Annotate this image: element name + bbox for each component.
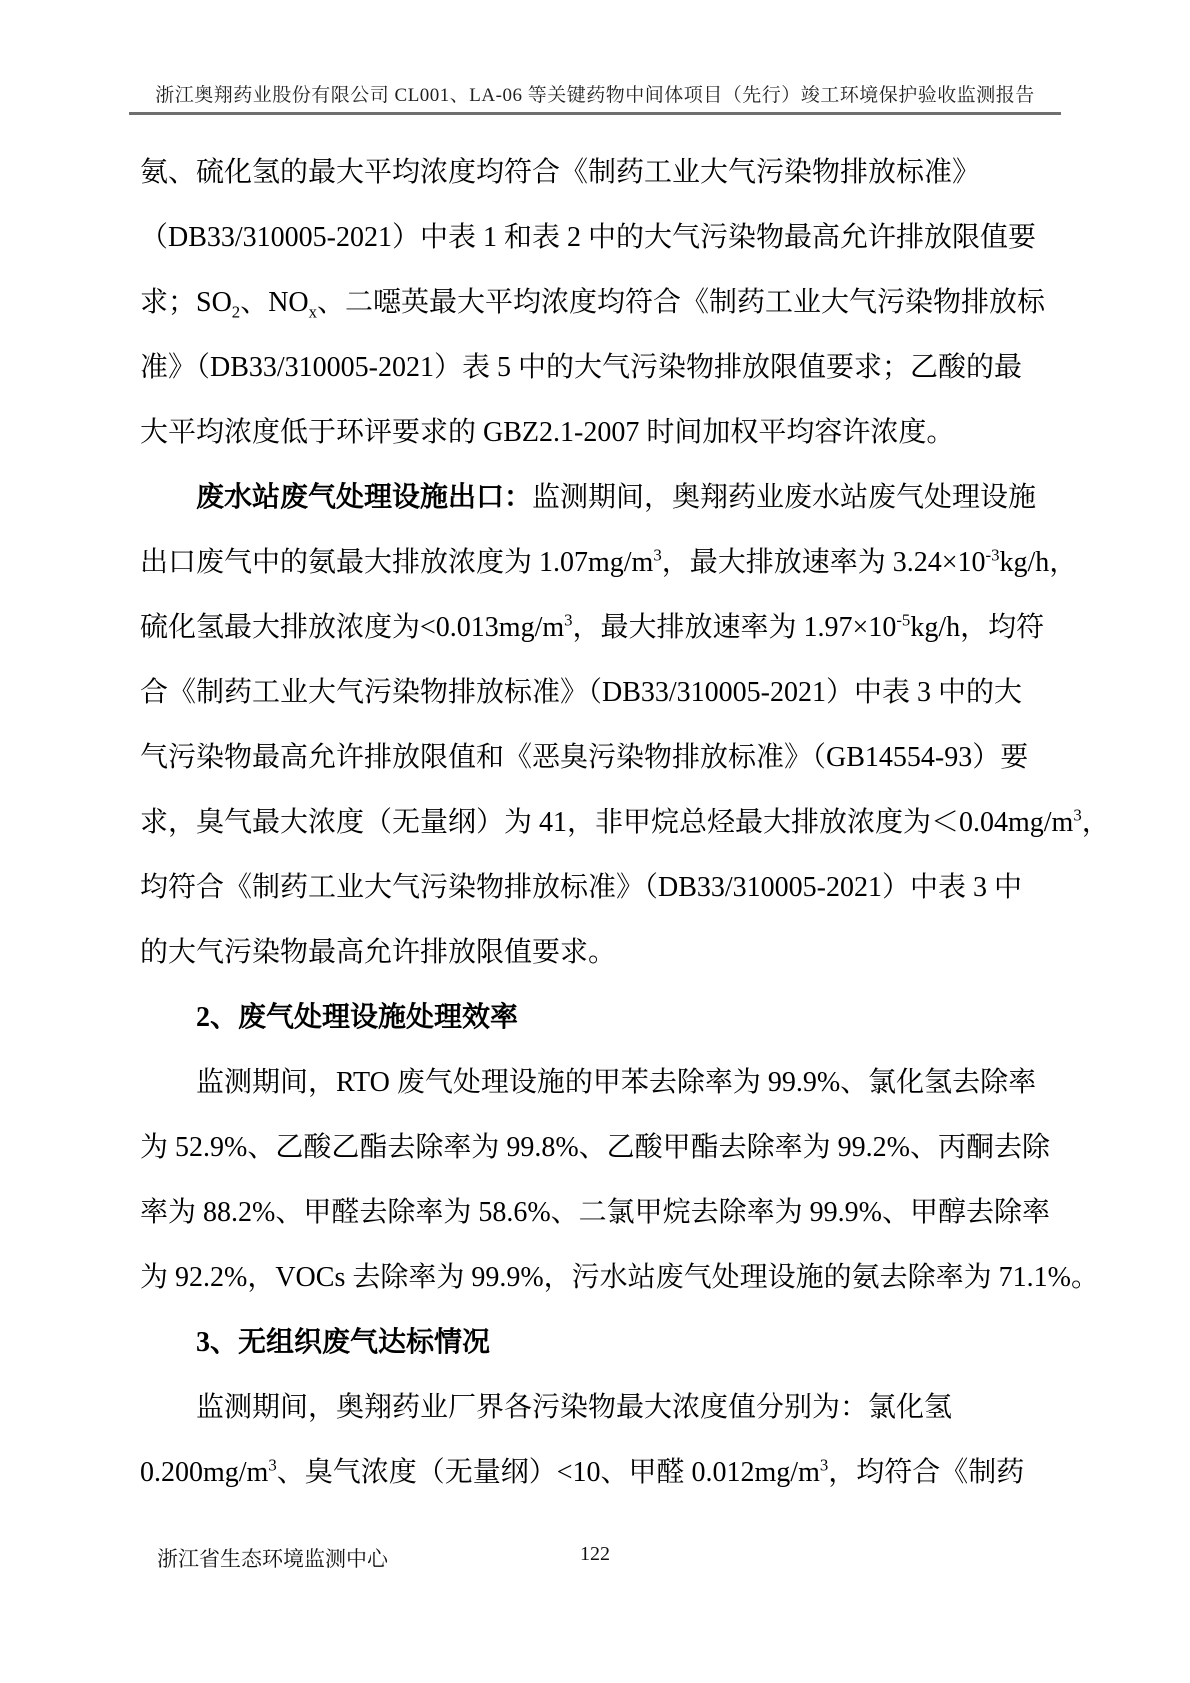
body-line: 求；$SO_2$、$NO_x$、二噁英最大平均浓度均符合《制药工业大气污染物排放标 xyxy=(140,287,1046,322)
body-line: 废水站废气处理设施出口：监测期间，奥翔药业废水站废气处理设施 xyxy=(196,482,1037,513)
header-rule xyxy=(129,112,1061,115)
body-line: 监测期间，RTO 废气处理设施的甲苯去除率为 99.9%、氯化氢去除率 xyxy=(196,1067,1037,1098)
body-line: 求，臭气最大浓度（无量纲）为 41，非甲烷总烃最大排放浓度为$<0.04mg/m^3$， xyxy=(140,805,1110,838)
body-line: 的大气污染物最高允许排放限值要求。 xyxy=(140,937,617,968)
footer-page-number: 122 xyxy=(580,1543,610,1565)
body-line: 氨、硫化氢的最大平均浓度均符合《制药工业大气污染物排放标准》 xyxy=(140,157,981,188)
body-line: 气污染物最高允许排放限值和《恶臭污染物排放标准》（GB14554-93）要 xyxy=(140,742,1029,773)
section-heading: 3、无组织废气达标情况 xyxy=(196,1327,491,1358)
footer-organization: 浙江省生态环境监测中心 xyxy=(157,1547,388,1571)
body-line: 率为 88.2%、甲醛去除率为 58.6%、二氯甲烷去除率为 99.9%、甲醇去除率 xyxy=(140,1197,1050,1228)
body-line: 硫化氢最大排放浓度为$<0.013mg/m^3$，最大排放速率为 $1.97\times 10^{-5}kg/h$，均符 xyxy=(140,610,1045,643)
body-line: 为 92.2%，VOCs 去除率为 99.9%，污水站废气处理设施的氨去除率为 71.1%。 xyxy=(140,1262,1099,1293)
body-line: 监测期间，奥翔药业厂界各污染物最大浓度值分别为：氯化氢 xyxy=(196,1392,953,1423)
body-line: 合《制药工业大气污染物排放标准》（DB33/310005-2021）中表 3 中的大 xyxy=(140,677,1023,708)
body-line: 为 52.9%、乙酸乙酯去除率为 99.8%、乙酸甲酯去除率为 99.2%、丙酮去除 xyxy=(140,1132,1050,1163)
document-body xyxy=(140,140,1110,1505)
section-heading: 2、废气处理设施处理效率 xyxy=(196,1002,519,1033)
body-line: （DB33/310005-2021）中表 1 和表 2 中的大气污染物最高允许排放限值要 xyxy=(140,222,1037,253)
body-line: 出口废气中的氨最大排放浓度为 $1.07mg/m^3$，最大排放速率为 $3.24\times 10^{-3}kg/h$， xyxy=(140,545,1078,578)
body-line: $0.200mg/m^3$、臭气浓度（无量纲）<10、甲醛 $0.012mg/m^3$，均符合《制药 xyxy=(140,1455,1025,1488)
body-line: 大平均浓度低于环评要求的 GBZ2.1-2007 时间加权平均容许浓度。 xyxy=(140,417,955,448)
page-header-title: 浙江奥翔药业股份有限公司 CL001、LA-06 等关键药物中间体项目（先行）竣工环境保护验收监测报告 xyxy=(155,85,1035,106)
body-line: 均符合《制药工业大气污染物排放标准》（DB33/310005-2021）中表 3 中 xyxy=(140,872,1023,903)
body-line: 准》（DB33/310005-2021）表 5 中的大气污染物排放限值要求；乙酸的最 xyxy=(140,352,1023,383)
